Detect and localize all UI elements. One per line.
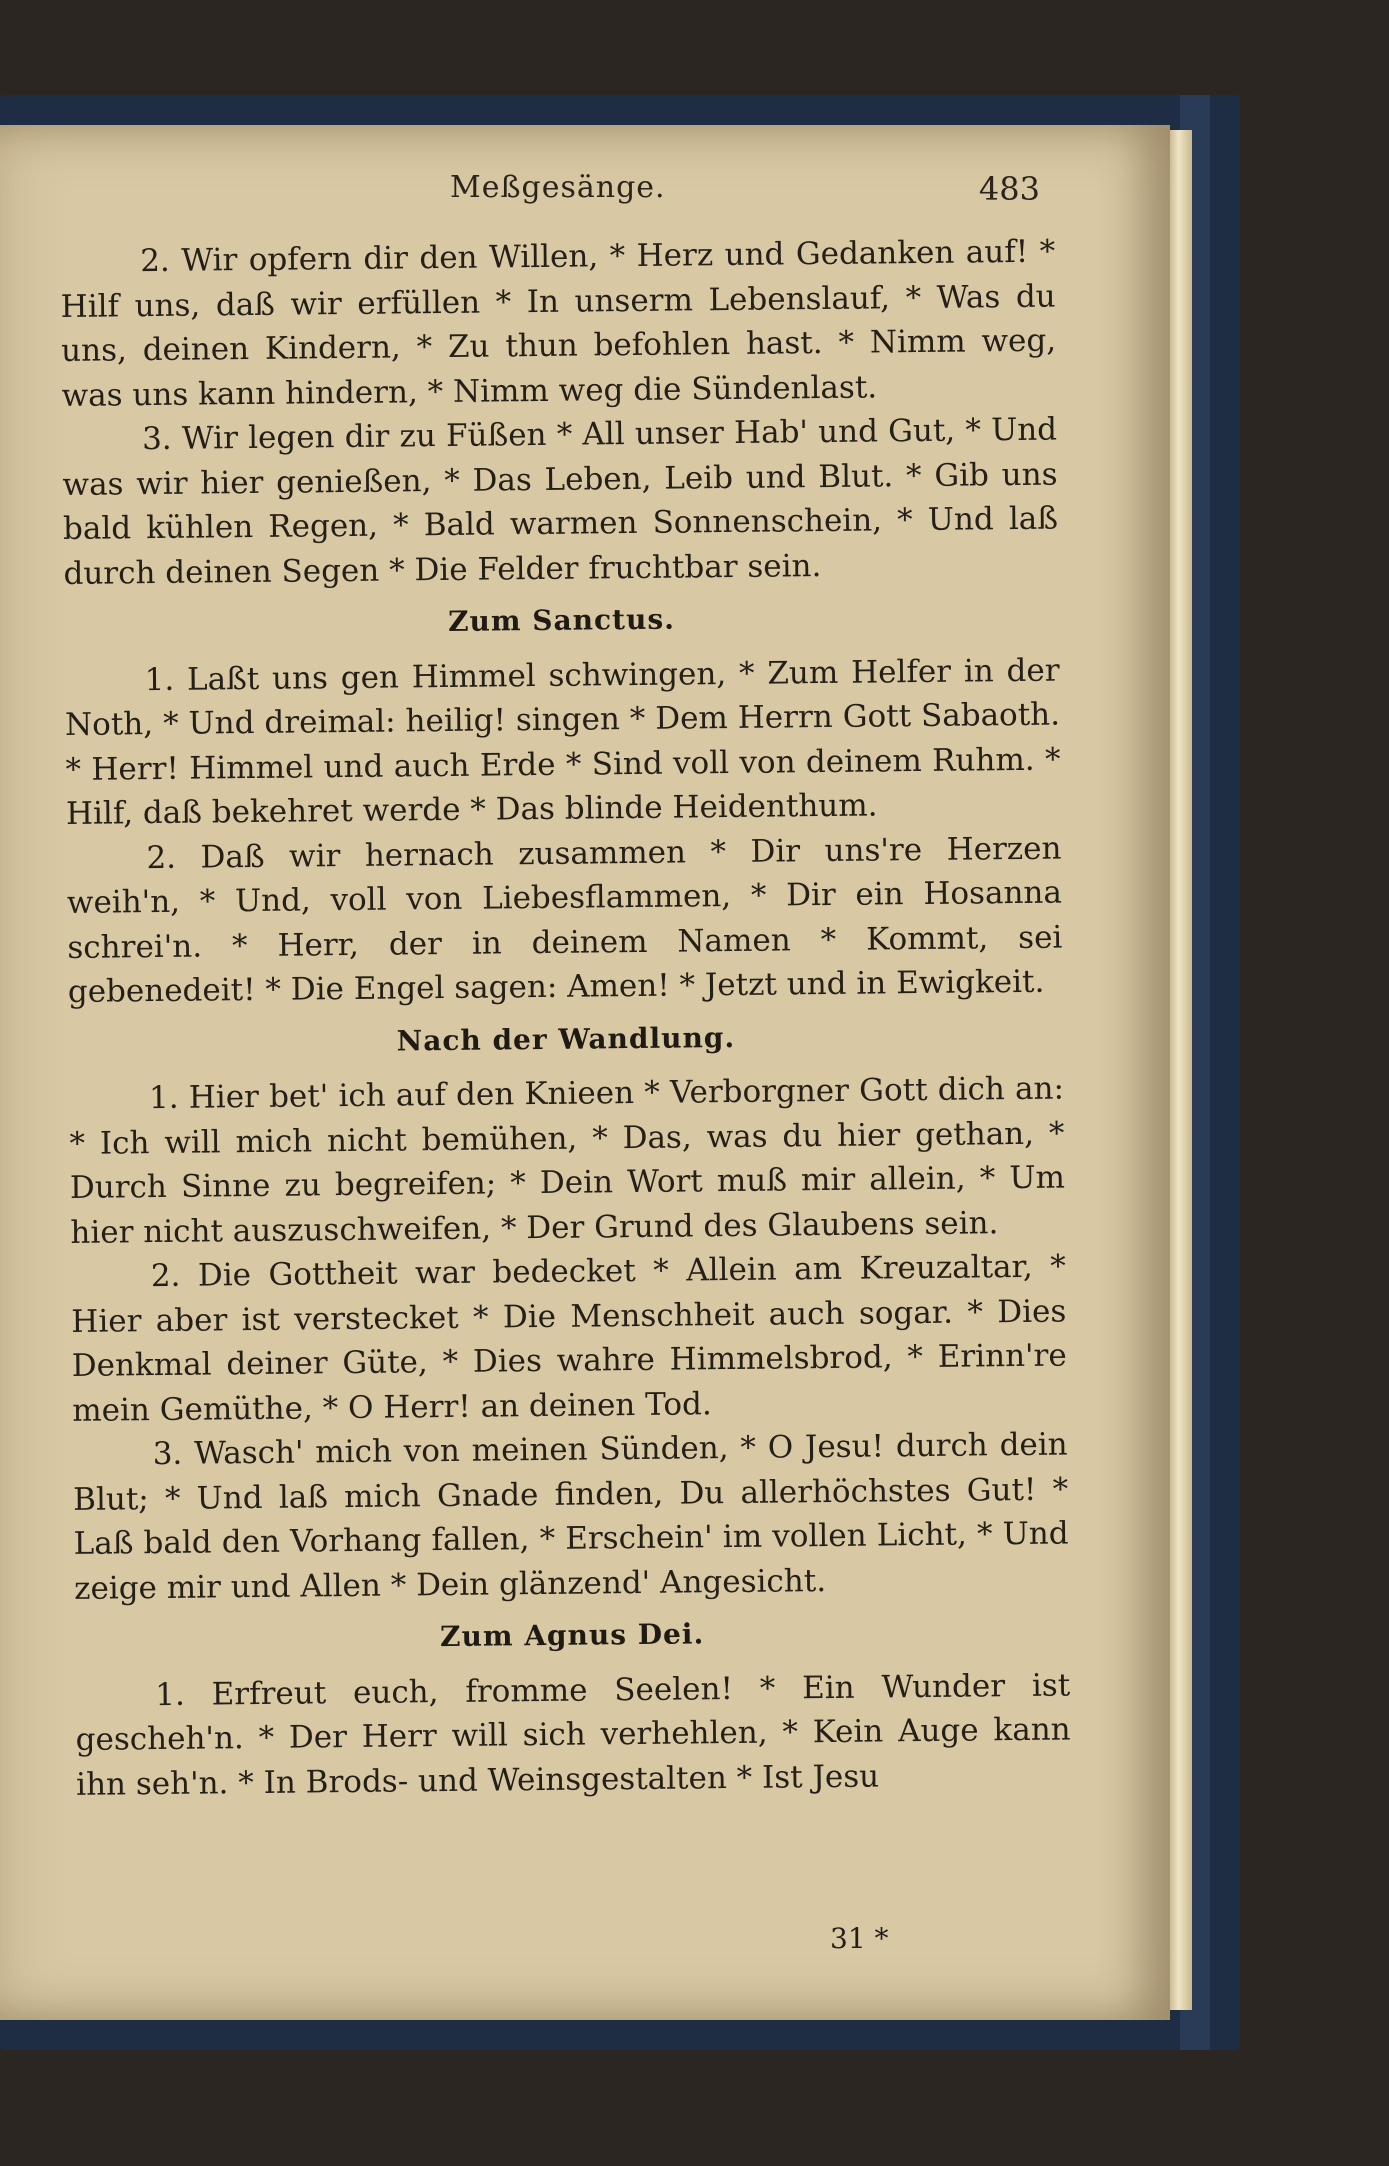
verse-paragraph: 2. Wir opfern dir den Willen, * Herz und Gedanken auf! * Hilf uns, daß wir erfüllen * In unserm Lebenslauf, * Was du uns, deinen Kindern, * Zu thun befohlen hast. * Nimm weg, was uns kann hindern, * Nimm weg die Sündenlast. — [60, 233, 1057, 414]
section-heading: Zum Sanctus. — [447, 602, 676, 638]
section-heading: Zum Agnus Dei. — [439, 1617, 705, 1654]
page-header — [60, 170, 1040, 220]
verse-paragraph: 2. Daß wir hernach zusammen * Dir uns're Herzen weih'n, * Und, voll von Liebesflammen, * Dir ein Hosanna schrei'n. * Herr, der in deinem Namen * Kommt, sei gebenedeit! * Die Engel sagen: Amen! * Jetzt und in Ewigkeit. — [66, 830, 1063, 1010]
verse-paragraph: 1. Hier bet' ich auf den Knieen * Verborgner Gott dich an: * Ich will mich nicht bemühen, * Das, was du hier gethan, * Durch Sinne zu begreifen; * Dein Wort muß mir allein, * Um hier nicht auszuschweifen, * Der Grund des Glaubens sein. — [69, 1070, 1066, 1251]
verse-paragraph: 2. Die Gottheit war bedecket * Allein am Kreuzaltar, * Hier aber ist verstecket * Die Menschheit auch sogar. * Dies Denkmal deiner Güte, * Dies wahre Himmelsbrod, * Erinn're mein Gemüthe, * O Herr! an deinen Tod. — [71, 1248, 1067, 1429]
verse-paragraph: 1. Erfreut euch, fromme Seelen! * Ein Wunder ist gescheh'n. * Der Herr will sich verhehlen, * Kein Auge kann ihn seh'n. * In Brods- und Weinsgestalten * Ist Jesu — [75, 1667, 1071, 1803]
verse-paragraph: 3. Wasch' mich von meinen Sünden, * O Jesu! durch dein Blut; * Und laß mich Gnade finden, Du allerhöchstes Gut! * Laß bald den Vorhang fallen, * Erschein' im vollen Licht, * Und zeige mir und Allen * Dein glänzend' Angesicht. — [73, 1426, 1069, 1607]
signature-mark: 31 * — [830, 1922, 889, 1955]
verse-paragraph: 3. Wir legen dir zu Füßen * All unser Hab' und Gut, * Und was wir hier genießen, * Das Leben, Leib und Blut. * Gib uns bald kühlen Regen, * Bald warmen Sonnenschein, * Und laß durch deinen Segen * Die Felder fruchtbar sein. — [62, 411, 1059, 592]
page-body — [60, 230, 1071, 1807]
page-number: 483 — [978, 170, 1040, 208]
running-head: Meßgesänge. — [450, 170, 666, 205]
section-heading: Nach der Wandlung. — [396, 1020, 736, 1058]
verse-paragraph: 1. Laßt uns gen Himmel schwingen, * Zum Helfer in der Noth, * Und dreimal: heilig! singen * Dem Herrn Gott Sabaoth. * Herr! Himmel und auch Erde * Sind voll von deinem Ruhm. * Hilf, daß bekehret werde * Das blinde Heidenthum. — [64, 652, 1061, 832]
page-stack-edge — [1170, 130, 1192, 2010]
